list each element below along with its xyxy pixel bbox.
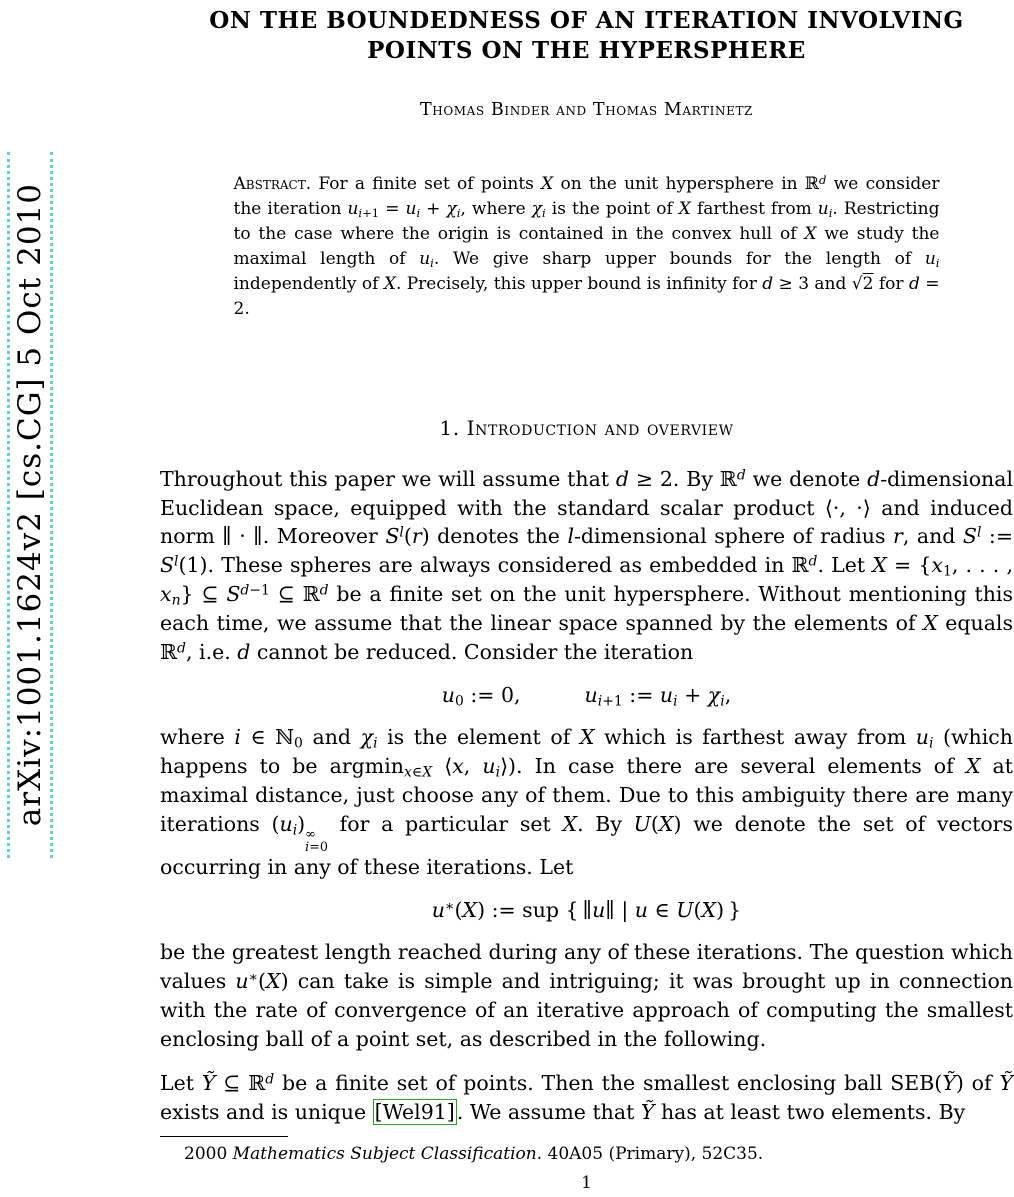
paragraph-4: Let Ỹ ⊆ ℝ$^d$ be a finite set of points. Then the smallest enclosing ball SEB(Ỹ) of Ỹ exists and is unique [Wel91]. We assume that Ỹ has at least two elements. By (160, 1070, 1013, 1124)
page-footer (160, 1136, 1013, 1193)
page-number: 1 (581, 1173, 592, 1193)
arxiv-watermark-text: arXiv:1001.1624v2 [cs.CG] 5 Oct 2010 (12, 183, 48, 827)
paragraph-3: be the greatest length reached during any of these iterations. The question which values u∗(X) can take is simple and intriguing; it was brought up in connection with the rate of convergence of an iterative approach of computing the smallest enclosing ball of a point set, as described in the following. (160, 940, 1013, 1051)
paper-title: ON THE BOUNDEDNESS OF AN ITERATION INVOLVING POINTS ON THE HYPERSPHERE (209, 7, 964, 64)
arxiv-watermark (7, 152, 53, 858)
equation-sup-length: u∗(X) := sup { ∥u∥ | u ∈ U(X) } (431, 898, 742, 923)
section-heading: 1. Introduction and overview (439, 415, 734, 440)
abstract-text: For a finite set of points X on the unit hypersphere in ℝ$^d$ we consider the iteration $u_{i+1} = u_i + \chi_i$, where $\chi_i$ is the point of X farthest from $u_i$. Restricting to the case where the origin is contained in the convex hull of X we study the maximal length of $u_i$. We give sharp upper bounds for the length of $u_i$ independently of X. Precisely, this upper bound is infinity for d ≥ 3 and √2 for d = 2. (233, 172, 940, 319)
citation-wel91[interactable]: [Wel91] (374, 1099, 455, 1124)
paragraph-1: Throughout this paper we will assume that d ≥ 2. By ℝ$^d$ we denote d-dimensional Euclidean space, equipped with the standard scalar product ⟨·, ·⟩ and induced norm ∥ · ∥. Moreover $S^l(r)$ denotes the l-dimensional sphere of radius r, and $S^l$ := $S^l(1)$. These spheres are always considered as embedded in ℝ$^d$. Let $X = \{x_1$, . . . , $x_n$} ⊆ $S^{d-1}$ ⊆ ℝ$^d$ be a finite set on the unit hypersphere. Without mentioning this each time, we assume that the linear space spanned by the elements of X equals ℝ$^d$, i.e. d cannot be reduced. Consider the iteration (160, 466, 1014, 665)
paragraph-2: where i ∈ ℕ$_0$ and $\chi_i$ is the element of X which is farthest away from $u_i$ (which happens to be argmin$_{x\in X}$ ⟨x, $u_i⟩$). In case there are several elements of X at maximal distance, just choose any of them. Due to this ambiguity there are many iterations $(u_i)$ ∞ i=0 for a particular set X. By U(X) we denote the set of vectors occurring in any of these iterations. Let (160, 724, 1014, 880)
paper-content (160, 0, 1013, 1126)
equation-iteration: $u_0$ := 0, $u_{i+1}$ := $u_i + \chi_i$, (441, 682, 732, 710)
abstract (234, 172, 940, 322)
paper-authors: Thomas Binder and Thomas Martinetz (419, 99, 753, 120)
footnote-rule (160, 1136, 288, 1137)
footnote: 2000 Mathematics Subject Classification. 40A05 (Primary), 52C35. (184, 1144, 764, 1164)
abstract-label: Abstract. (233, 173, 312, 194)
